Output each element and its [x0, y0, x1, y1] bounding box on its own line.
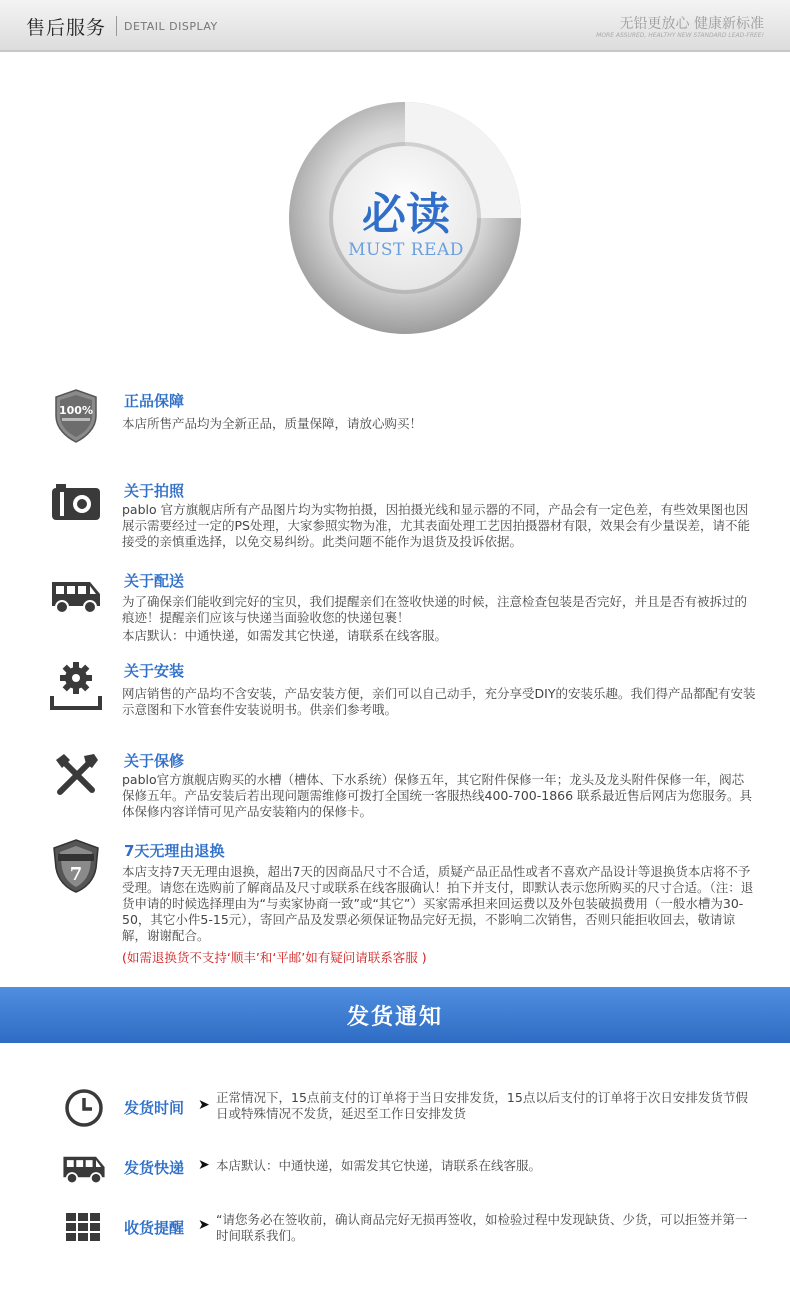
header-divider — [116, 16, 117, 36]
section-title: 关于保修 — [124, 752, 185, 770]
section-title: 正品保障 — [124, 392, 185, 410]
header-subtitle: DETAIL DISPLAY — [124, 20, 218, 33]
gear-tray-icon — [48, 658, 104, 714]
section-text: 为了确保亲们能收到完好的宝贝，我们提醒亲们在签收快递的时候，注意检查包装是否完好，并且是否有被拆过的痕迹！提醒亲们应该与快递当面验收您的快递包裹！ — [122, 594, 748, 625]
badge-text — [0, 178, 790, 260]
section-text: pablo官方旗舰店购买的水槽（槽体、下水系统）保修五年，其它附件保修一年；龙头及龙头附件保修一年，阀芯保修五年。产品安装后若出现问题需维修可拨打全国统一客服热线400-700-1866 联系最近售后网店为您服务。具体保修内容详情可见产品安装箱内的保修卡。 — [122, 772, 753, 819]
shipping-label: 发货时间 — [124, 1099, 185, 1117]
shipping-text: “请您务必在签收前，确认商品完好无损再签收，如检验过程中发现缺货、少货，可以拒签并第一时间联系我们。 — [216, 1212, 748, 1243]
section-title: 关于配送 — [124, 572, 185, 590]
camera-icon — [48, 474, 104, 530]
section-text: 本店支持7天无理由退换，超出7天的因商品尺寸不合适，质疑产品正品性或者不喜欢产品设计等退换货本店将不予受理。请您在选购前了解商品及尺寸或联系在线客服确认！拍下并支付，即默认表示您所购买的尺寸合适。（注：退货申请的时候选择理由为“与卖家协商一致”或“其它”）买家需承担来回运费以及外包装破损费用（一般水槽为30-50，其它小件5-15元），寄回产品及发票必须保证物品完好无损，不影响二次销售，否则只能拒收回去，敬请谅解，谢谢配合。 — [122, 864, 754, 943]
arrow-icon: ➤ — [198, 1217, 210, 1233]
header-slogan: 无铅更放心 健康新标准 — [619, 16, 764, 32]
clock-icon — [60, 1084, 108, 1132]
arrow-icon: ➤ — [198, 1097, 210, 1113]
shield-7-icon — [48, 838, 104, 894]
section-title: 关于拍照 — [124, 482, 185, 500]
badge-subtitle: MUST READ — [348, 240, 464, 260]
shield-100-icon — [48, 388, 104, 444]
svg-text:7: 7 — [69, 864, 83, 885]
section-title: 7天无理由退换 — [124, 842, 225, 860]
badge-title: 必读 — [362, 189, 450, 240]
shipping-label: 发货快递 — [124, 1159, 185, 1177]
header-title: 售后服务 — [26, 17, 107, 39]
truck-icon — [48, 566, 104, 622]
svg-text:100%: 100% — [59, 404, 93, 417]
grid-icon — [60, 1203, 108, 1251]
shipping-label: 收货提醒 — [124, 1219, 185, 1237]
section-text: pablo 官方旗舰店所有产品图片均为实物拍摄，因拍摄光线和显示器的不同，产品会有一定色差，有些效果图也因展示需要经过一定的PS处理，大家参照实物为准，尤其表面处理工艺因拍摄器材有限，效果会有少量误差，请不能接受的亲慎重选择，以免交易纠纷。此类问题不能作为退货及投诉依据。 — [122, 502, 750, 549]
section-title: 关于安装 — [124, 662, 185, 680]
tools-icon — [48, 748, 104, 804]
page-header — [0, 0, 790, 52]
truck-icon — [60, 1143, 108, 1191]
arrow-icon: ➤ — [198, 1157, 210, 1173]
return-warning: (如需退换货不支持‘顺丰’和‘平邮’如有疑问请联系客服 ) — [122, 950, 427, 965]
section-text: 网店销售的产品均不含安装，产品安装方便，亲们可以自己动手，充分享受DIY的安装乐趣。我们得产品都配有安装示意图和下水管套件安装说明书。供亲们参考哦。 — [122, 686, 756, 717]
header-slogan-en: MORE ASSURED, HEALTHY NEW STANDARD LEAD-FREE! — [596, 32, 764, 39]
shipping-banner — [0, 987, 790, 1043]
shipping-text: 正常情况下，15点前支付的订单将于当日安排发货，15点以后支付的订单将于次日安排发货节假日或特殊情况不发货，延迟至工作日安排发货 — [216, 1090, 748, 1121]
shipping-text: 本店默认：中通快递，如需发其它快递，请联系在线客服。 — [216, 1158, 542, 1173]
section-text: 本店所售产品均为全新正品，质量保障，请放心购买！ — [122, 416, 423, 431]
banner-title: 发货通知 — [346, 1005, 443, 1030]
section-text-default: 本店默认：中通快递，如需发其它快递，请联系在线客服。 — [122, 628, 448, 643]
